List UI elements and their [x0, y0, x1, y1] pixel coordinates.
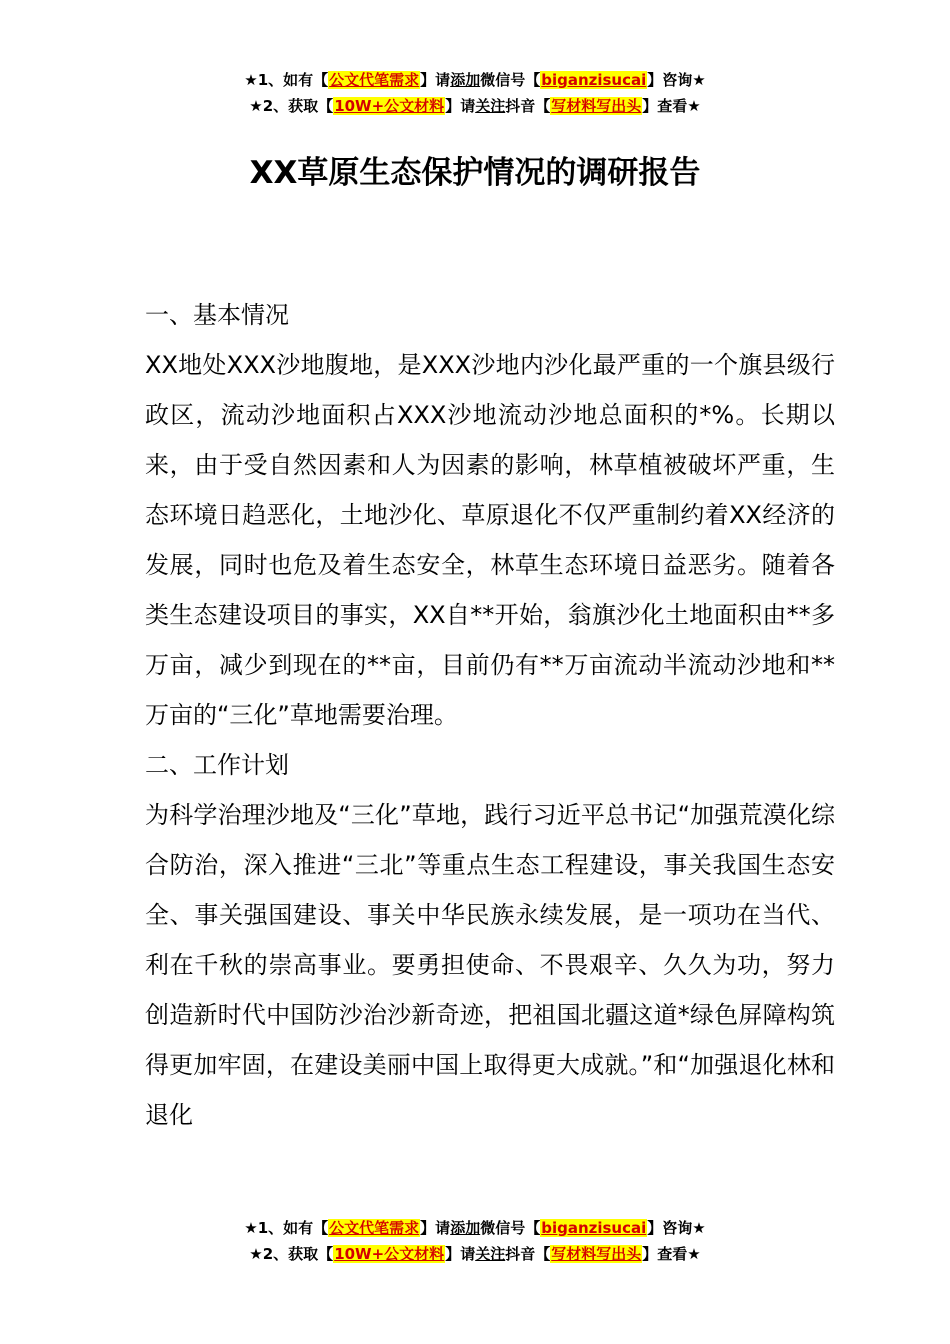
footer-banner — [0, 1215, 950, 1267]
banner-text: 】请 — [445, 1245, 476, 1263]
banner-text: 抖音【 — [505, 97, 551, 115]
paragraph-work-plan: 为科学治理沙地及“三化”草地，践行习近平总书记“加强荒漠化综合防治，深入推进“三北”等重点生态工程建设，事关我国生态安全、事关强国建设、事关中华民族永续发展，是一项功在当代、利在千秋的崇高事业。要勇担使命、不畏艰辛、久久为功，努力创造新时代中国防沙治沙新奇迹，把祖国北疆这道*绿色屏障构筑得更加牢固，在建设美丽中国上取得更大成就。”和“加强退化林和退化 — [145, 801, 835, 1129]
banner-text: 】查看★ — [642, 1245, 701, 1263]
banner-text: 】咨询★ — [647, 1219, 706, 1237]
banner-text: ★2、获取【 — [249, 1245, 334, 1263]
banner-text: 】请 — [420, 71, 451, 89]
banner-underline: 添加 — [450, 1219, 481, 1237]
section-heading-basic: 一、基本情况 — [145, 301, 289, 329]
banner-line-2 — [0, 1241, 950, 1267]
banner-highlight: 公文代笔需求 — [329, 1219, 420, 1237]
wechat-id: biganzisucai — [541, 1219, 647, 1237]
banner-text: ★1、如有【 — [244, 71, 329, 89]
banner-underline: 添加 — [450, 71, 481, 89]
banner-line-2 — [0, 93, 950, 119]
douyin-id: 写材料写出头 — [551, 1245, 642, 1263]
banner-line-1 — [0, 67, 950, 93]
banner-text: 微信号【 — [480, 1219, 541, 1237]
section-heading-plan: 二、工作计划 — [145, 751, 289, 779]
banner-text: 抖音【 — [505, 1245, 551, 1263]
banner-text: ★1、如有【 — [244, 1219, 329, 1237]
banner-text: 】请 — [445, 97, 476, 115]
banner-highlight: 公文代笔需求 — [329, 71, 420, 89]
banner-line-1 — [0, 1215, 950, 1241]
paragraph-basic-situation: XX地处XXX沙地腹地，是XXX沙地内沙化最严重的一个旗县级行政区，流动沙地面积占XXX沙地流动沙地总面积的*%。长期以来，由于受自然因素和人为因素的影响，林草植被破坏严重，生态环境日趋恶化，土地沙化、草原退化不仅严重制约着XX经济的发展，同时也危及着生态安全，林草生态环境日益恶劣。随着各类生态建设项目的事实，XX自**开始，翁旗沙化土地面积由**多万亩，减少到现在的**亩，目前仍有**万亩流动半流动沙地和**万亩的“三化”草地需要治理。 — [145, 351, 835, 729]
banner-text: 微信号【 — [480, 71, 541, 89]
banner-text: 】咨询★ — [647, 71, 706, 89]
banner-underline: 关注 — [475, 97, 506, 115]
banner-text: ★2、获取【 — [249, 97, 334, 115]
header-banner — [0, 67, 950, 119]
banner-underline: 关注 — [475, 1245, 506, 1263]
wechat-id: biganzisucai — [541, 71, 647, 89]
banner-text: 】请 — [420, 1219, 451, 1237]
document-body — [145, 290, 835, 1140]
douyin-id: 写材料写出头 — [551, 97, 642, 115]
banner-text: 】查看★ — [642, 97, 701, 115]
banner-highlight: 10W+公文材料 — [334, 97, 445, 115]
document-title: XX草原生态保护情况的调研报告 — [249, 155, 701, 191]
banner-highlight: 10W+公文材料 — [334, 1245, 445, 1263]
